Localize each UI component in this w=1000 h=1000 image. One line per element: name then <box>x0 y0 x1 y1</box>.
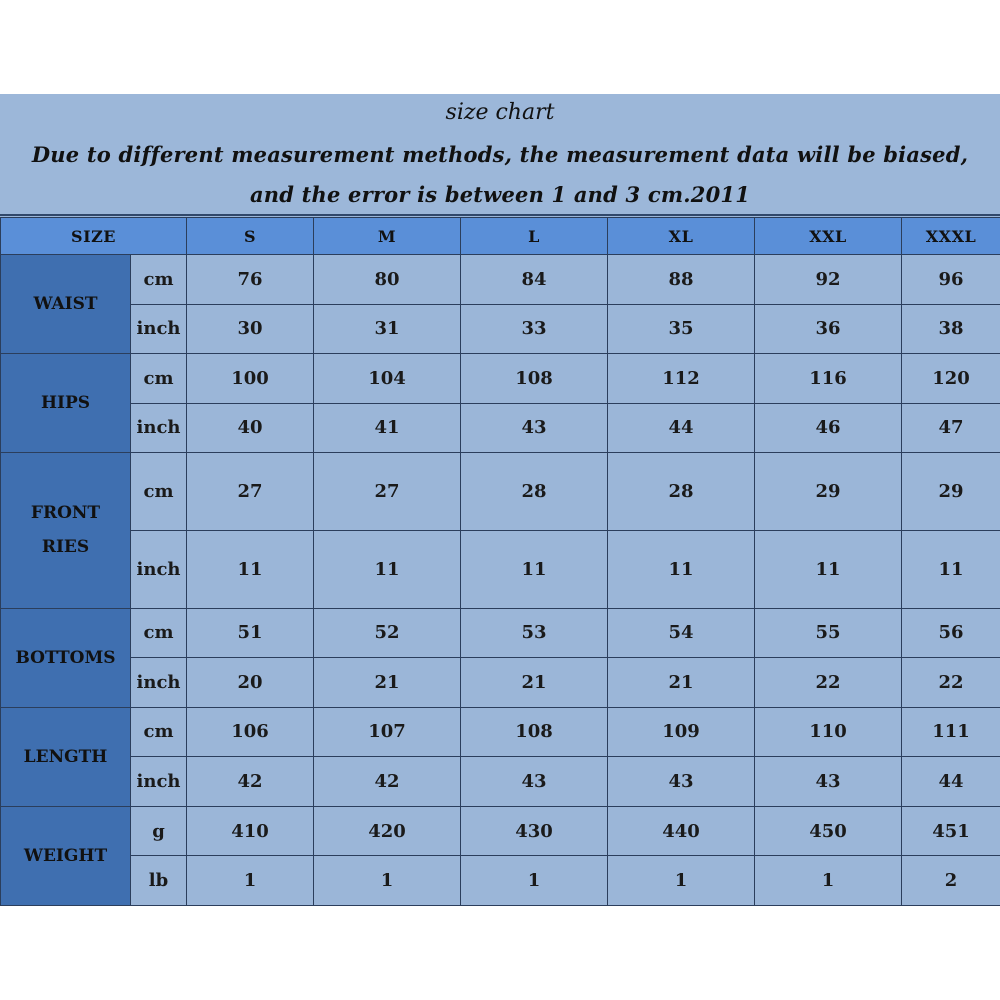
unit-cell: lb <box>131 856 187 906</box>
value-cell: 108 <box>461 354 608 404</box>
value-cell: 41 <box>314 403 461 453</box>
measurement-label: BOTTOMS <box>1 608 131 707</box>
value-cell: 52 <box>314 608 461 658</box>
measurement-label: LENGTH <box>1 707 131 806</box>
value-cell: 451 <box>902 806 1000 856</box>
value-cell: 11 <box>314 530 461 608</box>
value-cell: 55 <box>755 608 902 658</box>
value-cell: 35 <box>608 304 755 354</box>
value-cell: 1 <box>608 856 755 906</box>
value-cell: 2 <box>902 856 1000 906</box>
value-cell: 107 <box>314 707 461 757</box>
value-cell: 450 <box>755 806 902 856</box>
value-cell: 440 <box>608 806 755 856</box>
unit-cell: inch <box>131 304 187 354</box>
value-cell: 28 <box>608 453 755 531</box>
value-cell: 11 <box>608 530 755 608</box>
unit-cell: g <box>131 806 187 856</box>
value-cell: 29 <box>755 453 902 531</box>
value-cell: 108 <box>461 707 608 757</box>
value-cell: 100 <box>187 354 314 404</box>
unit-cell: inch <box>131 403 187 453</box>
value-cell: 54 <box>608 608 755 658</box>
unit-cell: cm <box>131 608 187 658</box>
value-cell: 430 <box>461 806 608 856</box>
table-row <box>1 658 1000 708</box>
table-row <box>1 530 1000 608</box>
measurement-label: WAIST <box>1 255 131 354</box>
value-cell: 44 <box>608 403 755 453</box>
value-cell: 21 <box>608 658 755 708</box>
measurement-label: HIPS <box>1 354 131 453</box>
value-cell: 1 <box>755 856 902 906</box>
value-cell: 43 <box>461 757 608 807</box>
value-cell: 31 <box>314 304 461 354</box>
size-header-label: SIZE <box>1 218 187 255</box>
value-cell: 92 <box>755 255 902 305</box>
value-cell: 29 <box>902 453 1000 531</box>
value-cell: 33 <box>461 304 608 354</box>
value-cell: 20 <box>187 658 314 708</box>
size-header-cell: L <box>461 218 608 255</box>
value-cell: 43 <box>608 757 755 807</box>
value-cell: 1 <box>187 856 314 906</box>
size-header-cell: M <box>314 218 461 255</box>
value-cell: 53 <box>461 608 608 658</box>
value-cell: 46 <box>755 403 902 453</box>
table-row <box>1 856 1000 906</box>
table-row <box>1 304 1000 354</box>
unit-cell: inch <box>131 757 187 807</box>
table-row <box>1 806 1000 856</box>
measurement-label-line: FRONT <box>30 503 101 524</box>
chart-banner <box>0 94 1000 216</box>
value-cell: 21 <box>461 658 608 708</box>
value-cell: 47 <box>902 403 1000 453</box>
value-cell: 43 <box>461 403 608 453</box>
value-cell: 21 <box>314 658 461 708</box>
value-cell: 11 <box>187 530 314 608</box>
value-cell: 36 <box>755 304 902 354</box>
chart-title: size chart <box>445 100 555 125</box>
value-cell: 11 <box>755 530 902 608</box>
unit-cell: cm <box>131 453 187 531</box>
table-row <box>1 354 1000 404</box>
value-cell: 420 <box>314 806 461 856</box>
value-cell: 88 <box>608 255 755 305</box>
value-cell: 1 <box>461 856 608 906</box>
value-cell: 27 <box>314 453 461 531</box>
table-row <box>1 403 1000 453</box>
unit-cell: cm <box>131 354 187 404</box>
value-cell: 1 <box>314 856 461 906</box>
table-row <box>1 608 1000 658</box>
measurement-label-line: RIES <box>41 537 90 558</box>
value-cell: 80 <box>314 255 461 305</box>
value-cell: 40 <box>187 403 314 453</box>
value-cell: 11 <box>902 530 1000 608</box>
size-header-row <box>1 218 1000 255</box>
value-cell: 84 <box>461 255 608 305</box>
size-table <box>0 217 1000 906</box>
table-row <box>1 255 1000 305</box>
value-cell: 27 <box>187 453 314 531</box>
value-cell: 42 <box>314 757 461 807</box>
value-cell: 104 <box>314 354 461 404</box>
value-cell: 38 <box>902 304 1000 354</box>
disclaimer-line-2: and the error is between 1 and 3 cm.2011 <box>249 182 751 207</box>
value-cell: 96 <box>902 255 1000 305</box>
value-cell: 116 <box>755 354 902 404</box>
unit-cell: inch <box>131 658 187 708</box>
value-cell: 109 <box>608 707 755 757</box>
value-cell: 42 <box>187 757 314 807</box>
unit-cell: cm <box>131 255 187 305</box>
value-cell: 110 <box>755 707 902 757</box>
value-cell: 11 <box>461 530 608 608</box>
size-header-cell: XXXL <box>902 218 1000 255</box>
size-chart <box>0 94 1000 906</box>
table-row <box>1 757 1000 807</box>
value-cell: 112 <box>608 354 755 404</box>
unit-cell: cm <box>131 707 187 757</box>
table-row <box>1 453 1000 531</box>
value-cell: 56 <box>902 608 1000 658</box>
measurement-label: WEIGHT <box>1 806 131 905</box>
value-cell: 76 <box>187 255 314 305</box>
size-header-cell: XL <box>608 218 755 255</box>
value-cell: 111 <box>902 707 1000 757</box>
value-cell: 410 <box>187 806 314 856</box>
value-cell: 44 <box>902 757 1000 807</box>
value-cell: 43 <box>755 757 902 807</box>
value-cell: 28 <box>461 453 608 531</box>
disclaimer-line-1: Due to different measurement methods, the measurement data will be biased, <box>31 142 969 167</box>
value-cell: 120 <box>902 354 1000 404</box>
size-header-cell: S <box>187 218 314 255</box>
table-row <box>1 707 1000 757</box>
size-header-cell: XXL <box>755 218 902 255</box>
value-cell: 30 <box>187 304 314 354</box>
measurement-label <box>1 453 131 608</box>
value-cell: 106 <box>187 707 314 757</box>
unit-cell: inch <box>131 530 187 608</box>
value-cell: 22 <box>755 658 902 708</box>
value-cell: 51 <box>187 608 314 658</box>
value-cell: 22 <box>902 658 1000 708</box>
